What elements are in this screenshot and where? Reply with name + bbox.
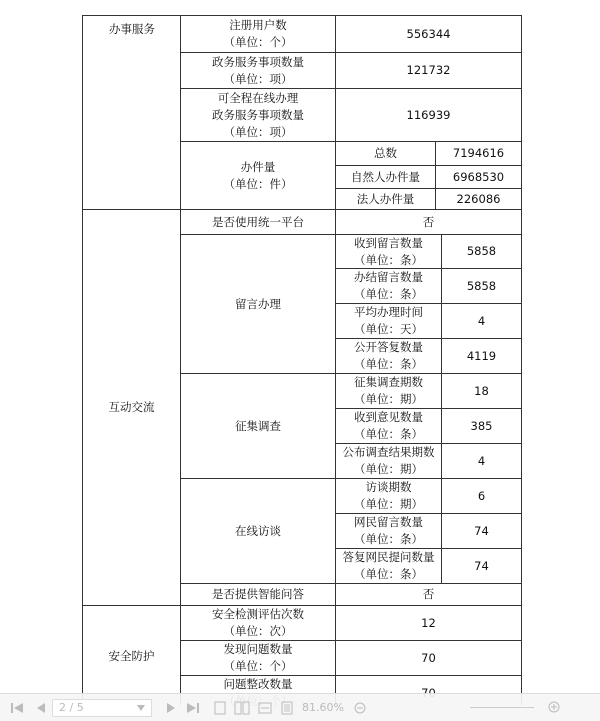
smart-qa-value: 否 (422, 587, 435, 601)
section-security-label: 安全防护 (108, 648, 155, 663)
message-finished-value: 5858 (466, 278, 497, 293)
interview-answers-value: 74 (474, 558, 489, 573)
last-page-icon[interactable] (186, 702, 200, 714)
survey-results-value: 4 (477, 453, 486, 468)
two-page-icon[interactable] (234, 701, 250, 715)
online-items-label: 可全程在线办理 政务服务事项数量 （单位：项） (212, 90, 304, 139)
message-handling-label: 留言办理 (235, 296, 281, 311)
interview-periods-label: 访谈期数 （单位：期） (354, 480, 423, 511)
pdf-viewer-toolbar (0, 693, 600, 721)
assessments-value: 12 (421, 615, 436, 630)
survey-results-label: 公布调查结果期数 （单位：期） (342, 445, 435, 476)
message-received-label: 收到留言数量 （单位：条） (354, 235, 423, 267)
page-separator: / (69, 701, 74, 714)
survey-opinions-value: 385 (470, 418, 493, 433)
first-page-icon[interactable] (10, 702, 24, 714)
interview-answers-label: 答复网民提问数量 （单位：条） (342, 550, 435, 581)
assessments-label: 安全检测评估次数 （单位：次） (212, 607, 304, 638)
survey-label: 征集调查 (235, 418, 281, 433)
cases-legal-label: 法人办件量 (356, 191, 415, 206)
total-pages: 5 (76, 701, 84, 714)
fit-width-icon[interactable] (258, 701, 272, 715)
registered-users-label: 注册用户数 （单位：个） (223, 18, 293, 49)
online-items-value: 116939 (406, 107, 451, 122)
issues-found-label: 发现问题数量 （单位：个） (223, 642, 293, 673)
registered-users-value: 556344 (406, 26, 451, 41)
unified-platform-value: 否 (422, 214, 435, 229)
zoom-out-icon[interactable] (354, 702, 366, 714)
interview-netizen-msgs-label: 网民留言数量 （单位：条） (354, 515, 423, 546)
cases-legal-value: 226086 (456, 191, 501, 206)
unified-platform-label: 是否使用统一平台 (212, 214, 304, 229)
chevron-down-icon (137, 705, 145, 711)
message-received-value: 5858 (466, 244, 497, 258)
message-finished-label: 办结留言数量 （单位：条） (354, 270, 423, 301)
zoom-slider[interactable] (470, 707, 534, 708)
section-service-label: 办事服务 (109, 22, 155, 36)
service-items-label: 政务服务事项数量 （单位：项） (212, 54, 304, 86)
zoom-in-icon[interactable] (548, 701, 560, 713)
cases-natural-label: 自然人办件量 (351, 169, 420, 184)
service-items-value: 121732 (406, 63, 451, 77)
interview-periods-value: 6 (477, 488, 486, 503)
page-number-input[interactable] (52, 699, 152, 717)
interview-label: 在线访谈 (235, 523, 281, 538)
fit-page-icon[interactable] (280, 701, 294, 715)
cases-total-value: 7194616 (452, 146, 505, 160)
next-page-icon[interactable] (166, 702, 176, 714)
message-avg-time-value: 4 (477, 313, 486, 328)
current-page: 2 (59, 701, 66, 714)
survey-periods-label: 征集调查期数 （单位：期） (354, 375, 423, 406)
cases-total-label: 总数 (374, 146, 397, 160)
single-page-icon[interactable] (214, 701, 226, 715)
smart-qa-label: 是否提供智能问答 (212, 587, 304, 601)
zoom-level[interactable]: 81.60% (302, 701, 344, 714)
message-public-reply-value: 4119 (466, 348, 497, 363)
section-interaction-label: 互动交流 (108, 400, 155, 414)
prev-page-icon[interactable] (36, 702, 46, 714)
message-public-reply-label: 公开答复数量 （单位：条） (354, 340, 423, 371)
interview-netizen-msgs-value: 74 (474, 523, 489, 538)
message-avg-time-label: 平均办理时间 （单位：天） (354, 305, 423, 336)
issues-found-value: 70 (421, 650, 436, 665)
survey-periods-value: 18 (474, 383, 489, 398)
survey-opinions-label: 收到意见数量 （单位：条） (354, 410, 423, 441)
cases-label: 办件量 （单位：件） (223, 159, 293, 191)
issues-fixed-label: 问题整改数量 (223, 677, 293, 691)
cases-natural-value: 6968530 (452, 169, 505, 184)
